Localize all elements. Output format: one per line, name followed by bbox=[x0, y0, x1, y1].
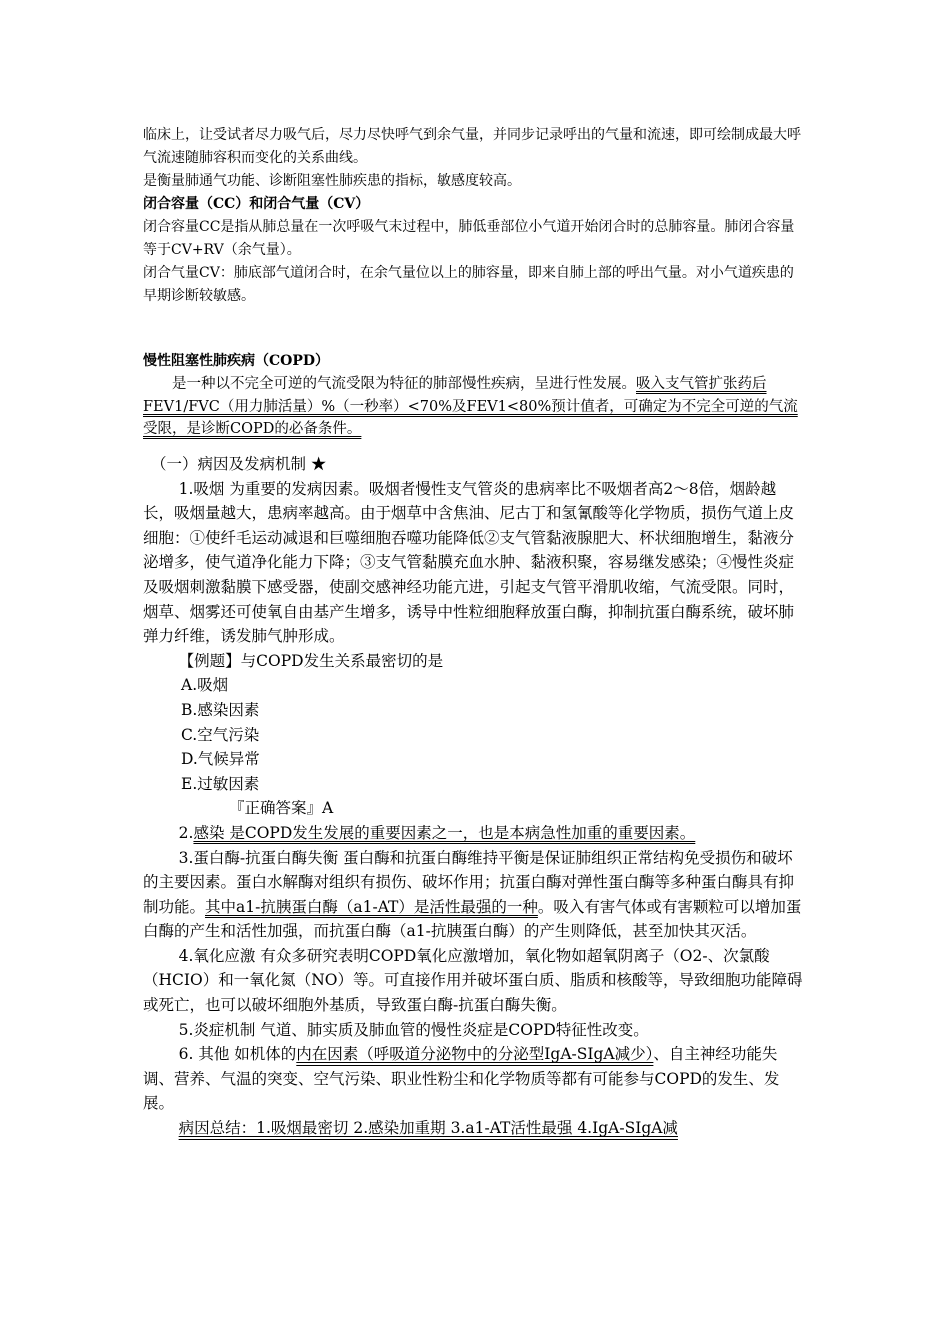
etiology-section bbox=[143, 452, 807, 1141]
paragraph-flow-volume-curve: 临床上，让受试者尽力吸气后，尽力尽快呼气到余气量，并同步记录呼出的气量和流速，即可绘制成最大呼气流速随肺容积而变化的关系曲线。 bbox=[143, 127, 801, 166]
heading-cc-cv: 闭合容量（CC）和闭合气量（CV） bbox=[143, 196, 370, 212]
etiology-summary bbox=[143, 1116, 807, 1141]
item-protease-text-a: 3.蛋白酶-抗蛋白酶失衡 蛋白酶和抗蛋白酶维持平衡是保证肺组织正常结构免受损伤和破坏的主要因素。蛋白水解酶对组织有损伤、破坏作用；抗蛋白酶对弹性蛋白酶等多种蛋白酶具有抑制功能。 bbox=[143, 848, 795, 916]
item-others-text-a: 6. 其他 如机体的 bbox=[178, 1045, 297, 1064]
item-inflammation: 5.炎症机制 气道、肺实质及肺血管的慢性炎症是COPD特征性改变。 bbox=[178, 1020, 649, 1039]
copd-intro bbox=[143, 373, 807, 441]
copd-diagnostic-criteria: 吸入支气管扩张药后FEV1/FVC（用力肺活量）%（一秒率）<70%及FEV1<80%预计值者，可确定为不完全可逆的气流受限，是诊断COPD的必备条件。 bbox=[143, 376, 798, 437]
item-oxidative-stress: 4.氧化应激 有众多研究表明COPD氧化应激增加，氧化物如超氧阴离子（O2-、次氯酸（HCIO）和一氧化氮（NO）等。可直接作用并破坏蛋白质、脂质和核酸等，导致细胞功能障碍或死亡，也可以破坏细胞外基质，导致蛋白酶-抗蛋白酶失衡。 bbox=[143, 946, 803, 1015]
item-others bbox=[143, 1042, 807, 1116]
closing-capacity-section bbox=[143, 124, 807, 308]
paragraph-cc-definition: 闭合容量CC是指从肺总量在一次呼吸气末过程中，肺低垂部位小气道开始闭合时的总肺容量。肺闭合容量等于CV+RV（余气量）。 bbox=[143, 219, 795, 258]
item-others-text-c: 、自主神经功能失调、营养、气温的突变、空气污染、职业性粉尘和化学物质等都有可能参与COPD的发生、发展。 bbox=[143, 1045, 780, 1113]
option-e: E.过敏因素 bbox=[181, 774, 260, 793]
paragraph-cv-definition: 闭合气量CV：肺底部气道闭合时，在余气量位以上的肺容量，即来自肺上部的呼出气量。对小气道疾患的早期诊断较敏感。 bbox=[143, 265, 794, 304]
item-smoking: 1.吸烟 为重要的发病因素。吸烟者慢性支气管炎的患病率比不吸烟者高2～8倍，烟龄越长，吸烟量越大，患病率越高。由于烟草中含焦油、尼古丁和氢氰酸等化学物质，损伤气道上皮细胞：①使纤毛运动减退和巨噬细胞吞噬功能降低②支气管黏液腺肥大、杯状细胞增生，黏液分泌增多，使气道净化能力下降；③支气管黏膜充血水肿、黏液积聚，容易继发感染；④慢性炎症及吸烟刺激黏膜下感受器，使副交感神经功能亢进，引起支气管平滑肌收缩，气流受限。同时，烟草、烟雾还可使氧自由基产生增多，诱导中性粒细胞释放蛋白酶，抑制抗蛋白酶系统，破坏肺弹力纤维，诱发肺气肿形成。 bbox=[143, 479, 795, 646]
correct-answer: 『正确答案』A bbox=[229, 799, 334, 818]
item-infection-number: 2. bbox=[178, 823, 194, 842]
option-d: D.气候异常 bbox=[181, 750, 260, 769]
paragraph-index-sensitivity: 是衡量肺通气功能、诊断阻塞性肺疾患的指标，敏感度较高。 bbox=[143, 173, 521, 189]
option-a: A.吸烟 bbox=[181, 676, 229, 695]
copd-intro-plain: 是一种以不完全可逆的气流受限为特征的肺部慢性疾病，呈进行性发展。 bbox=[172, 376, 636, 392]
item-protease-imbalance bbox=[143, 846, 807, 944]
item-infection-text: 感染 是COPD发生发展的重要因素之一，也是本病急性加重的重要因素。 bbox=[193, 823, 696, 842]
etiology-summary-text: 病因总结：1.吸烟最密切 2.感染加重期 3.a1-AT活性最强 4.IgA-SIgA减 bbox=[178, 1119, 678, 1138]
section-heading-etiology: （一）病因及发病机制 ★ bbox=[151, 455, 327, 473]
option-c: C.空气污染 bbox=[181, 725, 260, 744]
example-question: 【例题】与COPD发生关系最密切的是 bbox=[178, 651, 444, 670]
item-others-siga: 内在因素（呼吸道分泌物中的分泌型IgA-SIgA减少） bbox=[296, 1045, 654, 1064]
option-b: B.感染因素 bbox=[181, 700, 260, 719]
item-infection bbox=[143, 821, 807, 846]
copd-title: 慢性阻塞性肺疾病（COPD） bbox=[143, 353, 330, 369]
item-protease-text-c: 。吸入有害气体或有害颗粒可以增加蛋白酶的产生和活性加强，而抗蛋白酶（a1-抗胰蛋白酶）的产生则降低，甚至加快其灭活。 bbox=[143, 897, 802, 941]
item-protease-a1at: 其中a1-抗胰蛋白酶（a1-AT）是活性最强的一种 bbox=[205, 897, 538, 916]
